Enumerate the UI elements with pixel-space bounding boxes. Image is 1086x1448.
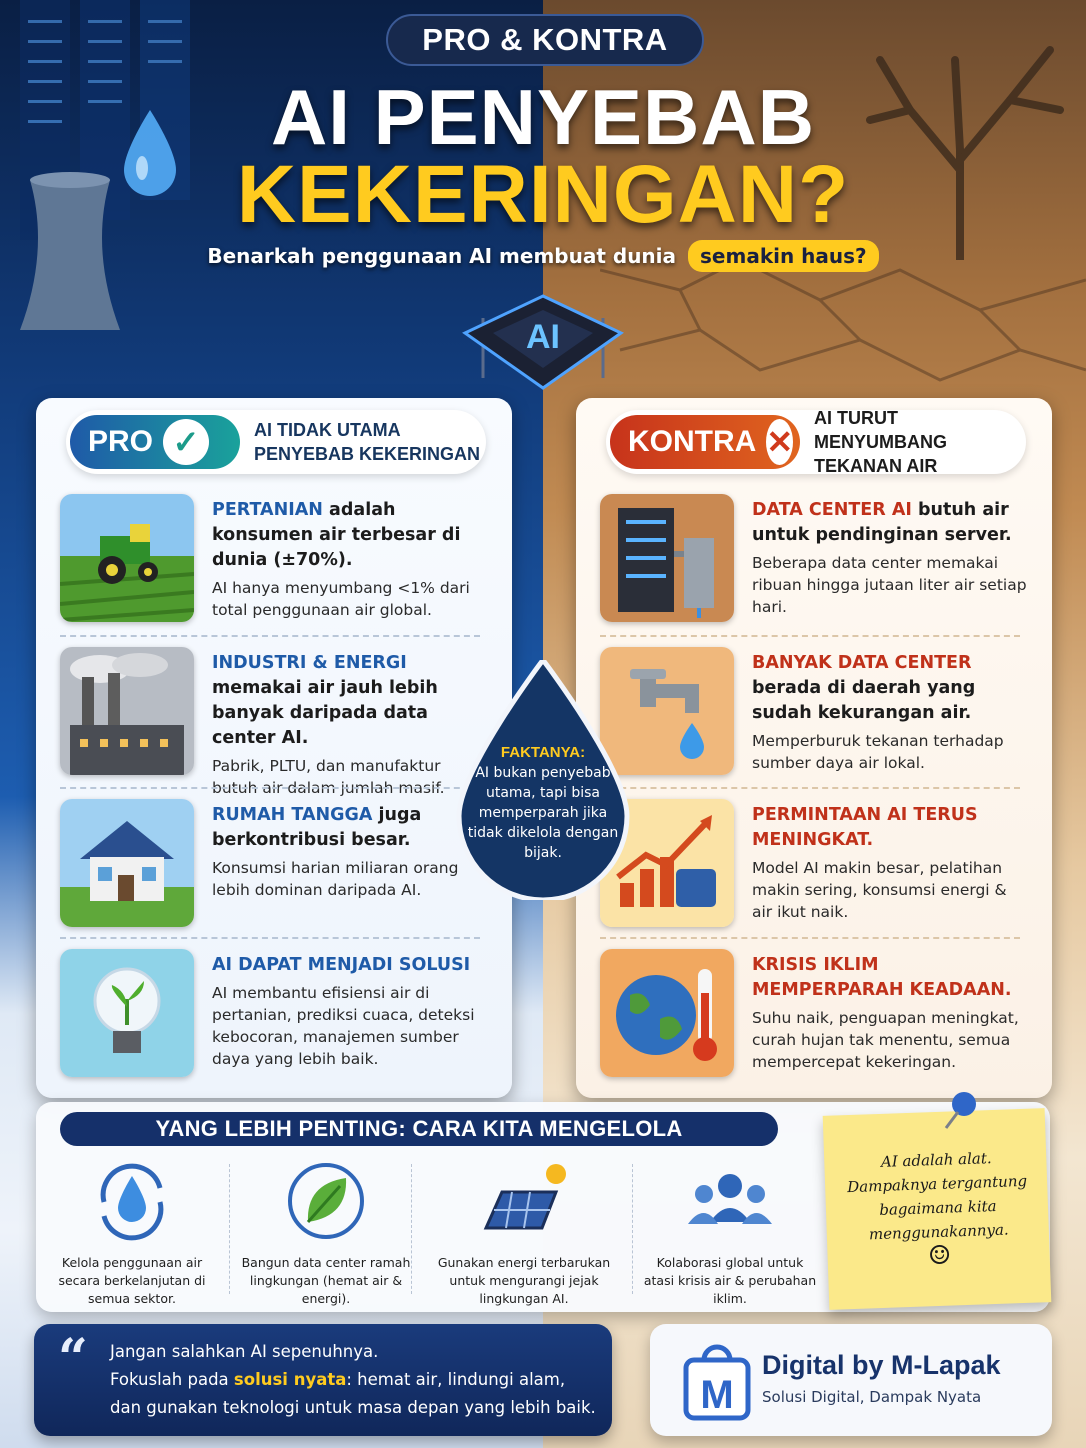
server-cooling-image: [600, 494, 734, 622]
water-cycle-icon: [84, 1158, 180, 1244]
quote-box: [34, 1324, 612, 1436]
manage-tip-text: Kelola penggunaan air secara berkelanjutan di semua sektor.: [58, 1255, 206, 1306]
kontra-item-permintaan: [600, 799, 1030, 933]
divider: [600, 937, 1020, 939]
manage-tip-text: Bangun data center ramah lingkungan (hemat air & energi).: [241, 1255, 411, 1306]
fact-box: [466, 744, 620, 863]
kontra-item-sub: Memperburuk tekanan terhadap sumber daya air lokal.: [752, 732, 1004, 772]
pro-kontra-pill: PRO & KONTRA: [386, 14, 704, 66]
divider: [600, 635, 1020, 637]
divider: [60, 937, 480, 939]
kontra-badge: [610, 415, 800, 469]
kontra-item-keyword: DATA CENTER AI: [752, 500, 912, 520]
pushpin-icon: [934, 1088, 984, 1138]
manage-heading: YANG LEBIH PENTING: CARA KITA MENGELOLA: [60, 1112, 778, 1146]
pro-item-solusi: [60, 949, 490, 1083]
pro-item-sub: Konsumsi harian miliaran orang lebih dominan daripada AI.: [212, 859, 459, 899]
lightbulb-plant-image: [60, 949, 194, 1077]
kontra-item-lead: berada di daerah yang sudah kekurangan air.: [752, 678, 976, 723]
brand-name: Digital by M-Lapak: [762, 1350, 1001, 1380]
kontra-item-data-center: [600, 494, 1030, 628]
pro-item-sub: Pabrik, PLTU, dan manufaktur butuh air dalam jumlah masif.: [212, 757, 445, 797]
pro-heading: [254, 418, 480, 466]
divider: [632, 1164, 633, 1294]
kontra-heading-line2: TEKANAN AIR: [814, 456, 938, 476]
fact-title: FAKTANYA:: [500, 744, 586, 761]
subtitle-text: Benarkah penggunaan AI membuat dunia: [207, 244, 677, 268]
house-image: [60, 799, 194, 927]
kontra-item-sub: Model AI makin besar, pelatihan makin sering, konsumsi energi & air ikut naik.: [752, 859, 1007, 921]
manage-tip: [42, 1158, 222, 1308]
kontra-item-sub: Suhu naik, penguapan meningkat, curah hujan tak menentu, semua mempercepat kekeringan.: [752, 1009, 1019, 1071]
brand-box: [650, 1324, 1052, 1436]
smile-icon: ☺: [927, 1240, 952, 1272]
pro-item-sub: AI membantu efisiensi air di pertanian, prediksi cuaca, deteksi kebocoran, manajemen sumber daya yang lebih baik.: [212, 984, 475, 1068]
divider: [411, 1164, 412, 1294]
quote-text: [110, 1338, 596, 1422]
fact-body: AI bukan penyebab utama, tapi bisa memperparah jika tidak dikelola dengan bijak.: [467, 765, 619, 861]
shopping-bag-logo-icon: [680, 1338, 754, 1422]
quote-line2-post: : hemat air, lindungi alam,: [346, 1370, 566, 1389]
kontra-item-lead: butuh air untuk pendinginan server.: [752, 500, 1012, 545]
pro-heading-line1: AI TIDAK UTAMA: [254, 420, 401, 440]
pro-panel: [36, 398, 512, 1098]
divider: [229, 1164, 230, 1294]
pro-item-rumah-tangga: [60, 799, 490, 933]
title-line-2: KEKERINGAN?: [236, 149, 850, 240]
leaf-icon: [278, 1158, 374, 1244]
kontra-badge-label: KONTRA: [628, 425, 757, 458]
solar-panel-icon: [476, 1158, 572, 1244]
pro-item-lead: juga berkontribusi besar.: [212, 805, 422, 850]
check-icon: ✓: [163, 419, 209, 465]
quote-line3: dan gunakan teknologi untuk masa depan yang lebih baik.: [110, 1398, 596, 1417]
brand-tagline: Solusi Digital, Dampak Nyata: [762, 1388, 982, 1406]
divider: [60, 787, 480, 789]
kontra-item-krisis-iklim: [600, 949, 1030, 1083]
quote-line1: Jangan salahkan AI sepenuhnya.: [110, 1342, 379, 1361]
note-text: AI adalah alat. Dampaknya tergantung bagaimana kita menggunakannya.: [846, 1149, 1028, 1244]
manage-tip-text: Kolaborasi global untuk atasi krisis air & perubahan iklim.: [643, 1255, 817, 1306]
divider: [60, 635, 480, 637]
tractor-field-image: [60, 494, 194, 622]
pro-badge: [70, 415, 240, 469]
quote-highlight: solusi nyata: [233, 1370, 347, 1389]
logo-letter: M: [700, 1373, 734, 1417]
quote-line2: [110, 1366, 596, 1394]
kontra-item-keyword: KRISIS IKLIM MEMPERPARAH KEADAAN.: [752, 955, 1012, 1000]
subtitle: [0, 240, 1086, 272]
factory-image: [60, 647, 194, 775]
chip-label: AI: [526, 318, 560, 356]
kontra-heading: [814, 406, 1026, 478]
people-group-icon: [682, 1158, 778, 1244]
pro-badge-label: PRO: [88, 425, 154, 458]
title-line-1: AI PENYEBAB: [270, 73, 816, 161]
pro-heading-line2: PENYEBAB KEKERINGAN: [254, 444, 481, 464]
kontra-item-keyword: BANYAK DATA CENTER: [752, 653, 972, 673]
pro-item-sub: AI hanya menyumbang <1% dari total penggunaan air global.: [212, 579, 470, 619]
subtitle-highlight: semakin haus?: [688, 240, 879, 272]
pro-item-keyword: RUMAH TANGGA: [212, 805, 373, 825]
pro-item-lead: memakai air jauh lebih banyak daripada data center AI.: [212, 678, 438, 748]
sticky-note-text: [836, 1145, 1040, 1275]
pro-header: [66, 410, 486, 474]
manage-tip: [434, 1158, 614, 1308]
cross-icon: ✕: [766, 419, 793, 465]
globe-thermometer-image: [600, 949, 734, 1077]
sticky-note: [823, 1108, 1052, 1310]
kontra-header: [606, 410, 1026, 474]
pro-item-keyword: INDUSTRI & ENERGI: [212, 653, 407, 673]
pro-item-keyword: AI DAPAT MENJADI SOLUSI: [212, 955, 471, 975]
divider: [600, 787, 1020, 789]
kontra-heading-line1: AI TURUT MENYUMBANG: [814, 408, 947, 452]
pro-item-pertanian: [60, 494, 490, 628]
kontra-item-keyword: PERMINTAAN AI TERUS MENINGKAT.: [752, 805, 978, 850]
pro-item-keyword: PERTANIAN: [212, 500, 323, 520]
manage-tip-text: Gunakan energi terbarukan untuk mengurangi jejak lingkungan AI.: [437, 1255, 611, 1306]
ai-chip-icon: [443, 288, 643, 398]
pro-item-lead: adalah konsumen air terbesar di dunia (±70%).: [212, 500, 461, 570]
kontra-panel: [576, 398, 1052, 1098]
quote-line2-pre: Fokuslah pada: [110, 1370, 234, 1389]
quote-mark-icon: “: [58, 1328, 88, 1389]
manage-tip: [640, 1158, 820, 1308]
kontra-item-sub: Beberapa data center memakai ribuan hingga jutaan liter air setiap hari.: [752, 554, 1027, 616]
manage-tip: [236, 1158, 416, 1308]
pro-item-industri: [60, 647, 490, 797]
kontra-item-lokasi: [600, 647, 1030, 781]
